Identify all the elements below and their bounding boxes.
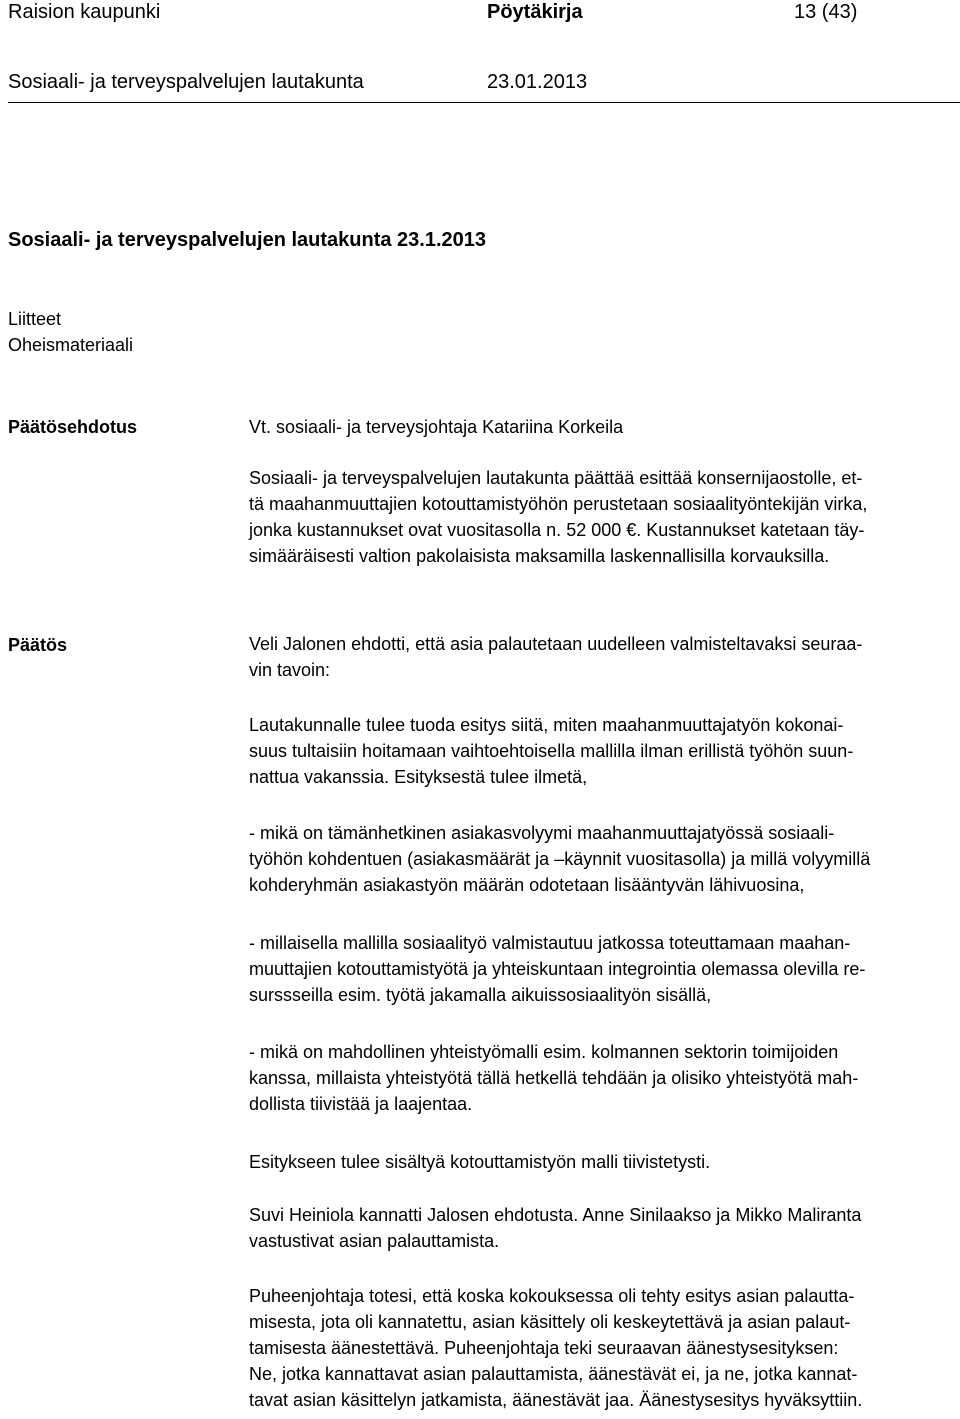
decision-line: Veli Jalonen ehdotti, että asia palautetaan uudelleen valmisteltavaksi seuraa- bbox=[249, 634, 863, 654]
decision-line: Esitykseen tulee sisältyä kotouttamistyön malli tiivistetysti. bbox=[249, 1152, 711, 1172]
decision-line: tamisesta äänestettävä. Puheenjohtaja teki seuraavan äänestysesityksen: bbox=[249, 1338, 839, 1358]
proposal-line: jonka kustannukset ovat vuositasolla n. 52 000 €. Kustannukset katetaan täy- bbox=[249, 520, 865, 540]
decision-label: Päätös bbox=[8, 635, 68, 655]
decision-paragraph-3 bbox=[249, 1149, 949, 1175]
decision-line: kohderyhmän asiakastyön määrän odotetaan lisääntyvän lähivuosina, bbox=[249, 875, 805, 895]
proposal-line: tä maahanmuuttajien kotouttamistyöhön perustetaan sosiaalityöntekijän virka, bbox=[249, 494, 868, 514]
meeting-title: Sosiaali- ja terveyspalvelujen lautakunta 23.1.2013 bbox=[8, 229, 487, 251]
city-name: Raision kaupunki bbox=[8, 1, 161, 23]
decision-line: kanssa, millaista yhteistyötä tällä hetkellä tehdään ja olisiko yhteistyötä mah- bbox=[249, 1068, 859, 1088]
decision-paragraph-5 bbox=[249, 1283, 949, 1413]
decision-line: Suvi Heiniola kannatti Jalosen ehdotusta. Anne Sinilaakso ja Mikko Maliranta bbox=[249, 1205, 862, 1225]
decision-list-item-3 bbox=[249, 1039, 949, 1117]
decision-line: misesta, jota oli kannatettu, asian käsittely oli keskeytettävä ja asian palaut- bbox=[249, 1312, 851, 1332]
decision-line: surssseilla esim. työtä jakamalla aikuissosiaalityön sisällä, bbox=[249, 985, 712, 1005]
decision-line: vin tavoin: bbox=[249, 660, 331, 680]
document-type: Pöytäkirja bbox=[487, 1, 583, 23]
committee-name: Sosiaali- ja terveyspalvelujen lautakunta bbox=[8, 71, 364, 93]
decision-line: dollista tiivistää ja laajentaa. bbox=[249, 1094, 473, 1114]
decision-paragraph-1 bbox=[249, 631, 949, 683]
decision-line: muuttajien kotouttamistyötä ja yhteiskuntaan integrointia olemassa olevilla re- bbox=[249, 959, 866, 979]
decision-line: vastustivat asian palauttamista. bbox=[249, 1231, 500, 1251]
decision-line: nattua vakanssia. Esityksestä tulee ilmetä, bbox=[249, 767, 588, 787]
decision-line: - millaisella mallilla sosiaalityö valmistautuu jatkossa toteuttamaan maahan- bbox=[249, 933, 851, 953]
decision-line: Lautakunnalle tulee tuoda esitys siitä, miten maahanmuuttajatyön kokonai- bbox=[249, 715, 844, 735]
decision-line: tavat asian käsittelyn jatkamista, äänestävät jaa. Äänestysesitys hyväksyttiin. bbox=[249, 1390, 863, 1410]
decision-line: työhön kohdentuen (asiakasmäärät ja –käynnit vuositasolla) ja millä volyymillä bbox=[249, 849, 871, 869]
decision-line: - mikä on mahdollinen yhteistyömalli esim. kolmannen sektorin toimijoiden bbox=[249, 1042, 839, 1062]
document-date: 23.01.2013 bbox=[487, 71, 588, 93]
decision-list-item-1 bbox=[249, 820, 949, 898]
page-number: 13 (43) bbox=[794, 1, 858, 23]
decision-paragraph-2 bbox=[249, 712, 949, 790]
proposal-label: Päätösehdotus bbox=[8, 417, 138, 437]
decision-line: Ne, jotka kannattavat asian palauttamista, äänestävät ei, ja ne, jotka kannat- bbox=[249, 1364, 858, 1384]
decision-line: Puheenjohtaja totesi, että koska kokouksessa oli tehty esitys asian palautta- bbox=[249, 1286, 855, 1306]
proposal-text bbox=[249, 465, 949, 569]
proposal-line: simääräisesti valtion pakolaisista maksamilla laskennallisilla korvauksilla. bbox=[249, 546, 830, 566]
header-divider bbox=[8, 102, 960, 103]
decision-list-item-2 bbox=[249, 930, 949, 1008]
supplementary-material-label: Oheismateriaali bbox=[8, 335, 134, 355]
decision-line: suus tultaisiin hoitamaan vaihtoehtoisella mallilla ilman erillistä työhön suun- bbox=[249, 741, 854, 761]
proposal-line: Sosiaali- ja terveyspalvelujen lautakunta päättää esittää konsernijaostolle, et- bbox=[249, 468, 863, 488]
attachments-label: Liitteet bbox=[8, 309, 62, 329]
decision-paragraph-4 bbox=[249, 1202, 949, 1254]
proposal-presenter: Vt. sosiaali- ja terveysjohtaja Katariina Korkeila bbox=[249, 417, 624, 437]
decision-line: - mikä on tämänhetkinen asiakasvolyymi maahanmuuttajatyössä sosiaali- bbox=[249, 823, 835, 843]
